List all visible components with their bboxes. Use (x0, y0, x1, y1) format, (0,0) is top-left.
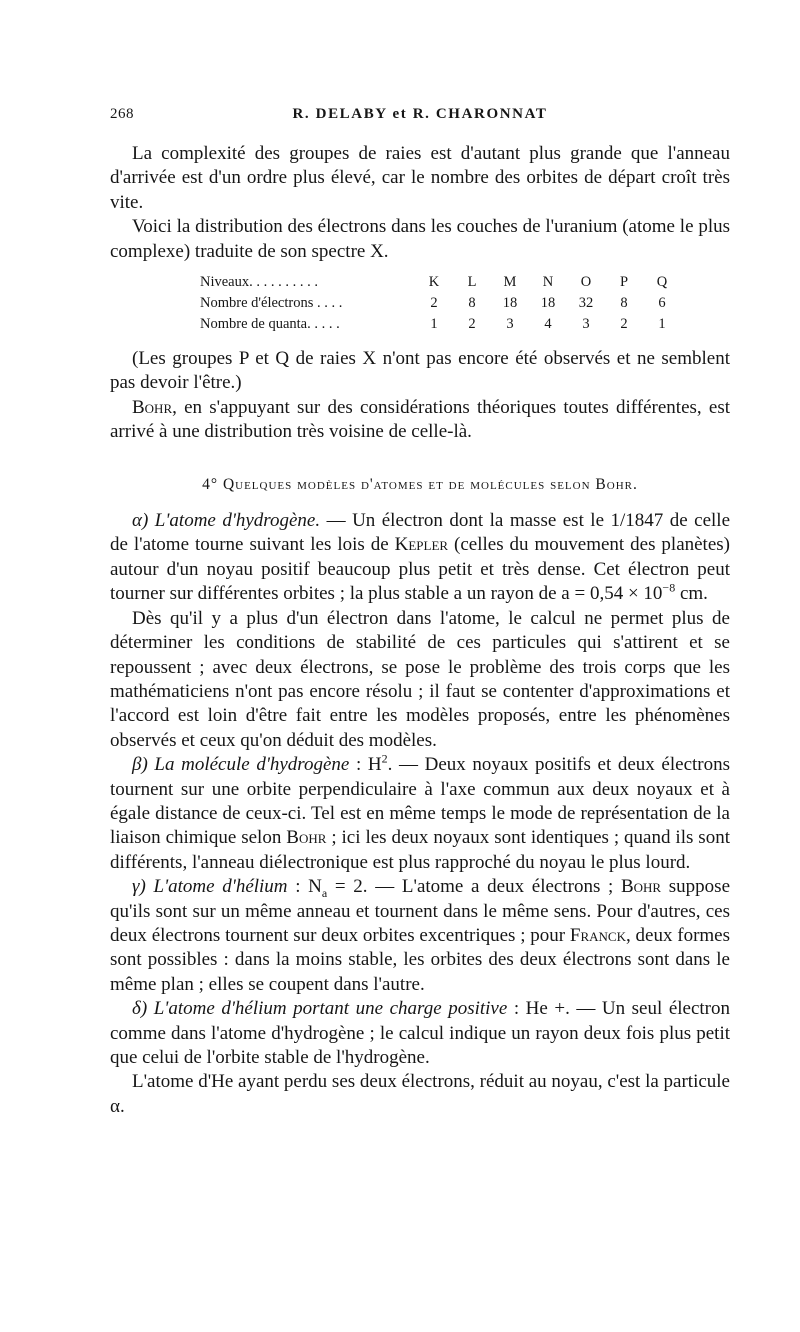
electron-distribution-table (200, 272, 681, 335)
table-cell: M (503, 274, 517, 291)
formula-superscript: 2 (381, 751, 388, 766)
section-title-end: . (633, 475, 638, 493)
author-name: Franck (569, 924, 626, 946)
formula: : H (349, 754, 382, 776)
formula-end: = 2. (327, 876, 368, 898)
table-cell: 18 (502, 295, 518, 312)
table-cell: 8 (468, 295, 476, 312)
paragraph-bohr-distribution (110, 396, 730, 445)
page-header (110, 106, 730, 130)
paragraph-text: suppose qu'ils sont sur un même anneau et tournent dans le même sens. Pour d'autres, ces deux électrons tournent sur deux orbites excentriques ; pour (110, 876, 731, 946)
table-cell: 1 (430, 316, 438, 333)
formula: a = 0,54 × 10 (561, 583, 663, 605)
section-title (110, 473, 730, 497)
table-row (200, 272, 681, 293)
paragraph-complexity: La complexité des groupes de raies est d'autant plus grande que l'anneau d'arrivée est d'un ordre plus élevé, car le nombre des orbites de départ croît très vite. (110, 143, 730, 213)
item-marker: β) (132, 754, 148, 776)
table-cell: 6 (658, 295, 666, 312)
table-cell: 3 (506, 316, 514, 333)
paragraph-text: — Un seul électron comme dans l'atome d'hydrogène ; le calcul indique un rayon deux fois plus petit que celui de l'orbite stable de l'hydrogène. (110, 998, 730, 1068)
table-cell: P (619, 274, 629, 291)
paragraph-alpha (110, 509, 730, 607)
item-title: L'atome d'hélium (153, 876, 288, 898)
running-head: R. DELABY et R. CHARONNAT (292, 106, 548, 122)
formula: : N (287, 876, 322, 898)
table-row-label: Nombre de quanta. . . . . (200, 316, 340, 333)
table-cell: L (467, 274, 477, 291)
table-row-label: Niveaux. . . . . . . . . . (200, 274, 318, 291)
table-cell: N (542, 274, 554, 291)
author-name: Bohr (132, 396, 173, 418)
paragraph-gamma (110, 875, 730, 997)
paragraph-delta (110, 997, 730, 1070)
table-cell: 2 (468, 316, 476, 333)
paragraph-alpha-continued: Dès qu'il y a plus d'un électron dans l'atome, le calcul ne permet plus de déterminer les conditions de stabilité de ces particules qui s'attirent et se repoussent ; avec deux électrons, se pose le problème des trois corps que les mathématiciens n'ont pas encore résolu ; il faut se contenter d'approximations et l'accord est loin d'être fait entre les modèles proposés, entre les phénomènes observés et ceux qu'on déduit des modèles. (110, 607, 730, 751)
item-marker: α) (132, 510, 149, 532)
paragraph-text: , deux formes sont possibles : dans la moins stable, les orbites des deux électrons sont dans le même plan ; elles se coupent dans l'autre. (110, 924, 731, 995)
item-title: L'atome d'hélium portant une charge positive (153, 998, 508, 1020)
paragraph-final: L'atome d'He ayant perdu ses deux électrons, réduit au noyau, c'est la particule α. (110, 1071, 730, 1117)
table-row (200, 314, 681, 335)
table-row (200, 293, 681, 314)
paragraph-text: (celles du mouvement des planètes) autour d'un noyau positif beaucoup plus petit et très dense. Cet électron peut tourner sur différentes orbites ; la plus stable a un rayon de (110, 534, 730, 605)
table-cell: 4 (544, 316, 552, 333)
table-cell: K (428, 274, 440, 291)
section-title-text: Quelques modèles d'atomes et de molécules selon (222, 475, 596, 493)
formula-subscript: a (321, 885, 328, 900)
item-marker: δ) (132, 998, 148, 1020)
table-row-label: Nombre d'électrons . . . . (200, 295, 343, 312)
author-name: Kepler (394, 534, 449, 556)
formula: : He +. (507, 998, 570, 1020)
paragraph-distribution-intro: Voici la distribution des électrons dans les couches de l'uranium (atome le plus complexe) traduite de son spectre X. (110, 216, 730, 262)
author-name: Bohr (286, 827, 327, 849)
table-cell: 1 (658, 316, 666, 333)
author-name: Bohr (620, 876, 662, 898)
paragraph-groups-pq: (Les groupes P et Q de raies X n'ont pas encore été observés et ne semblent pas devoir l'être.) (110, 348, 730, 394)
paragraph-text: ; ici les deux noyaux sont identiques ; quand ils sont différents, l'anneau diélectronique est plus rapproché du noyau le plus lourd. (110, 827, 730, 873)
item-title: La molécule d'hydrogène (154, 754, 350, 776)
table-cell: 8 (620, 295, 628, 312)
table-cell: 18 (540, 295, 556, 312)
page-number: 268 (110, 106, 134, 122)
page-body (110, 142, 730, 1119)
paragraph-beta (110, 753, 730, 875)
table-cell: 3 (582, 316, 590, 333)
paragraph-text: . — Deux noyaux positifs et deux électrons tournent sur une orbite perpendiculaire à l'axe commun aux deux noyaux et à égale distance de ceux-ci. Tel est en même temps le mode de représentation de la liaison chimique selon (110, 754, 731, 849)
paragraph-text: cm. (675, 583, 708, 605)
item-marker: γ) (132, 876, 146, 898)
paragraph-text: , en s'appuyant sur des considérations théoriques toutes différentes, est arrivé à une distribution très voisine de celle-là. (110, 396, 730, 443)
section-number: 4° (202, 475, 219, 493)
paragraph-text: — Un électron dont la masse est le 1/1847 de celle de l'atome tourne suivant les lois de (110, 510, 730, 556)
table-cell: Q (656, 274, 668, 291)
section-title-author: Bohr (595, 475, 633, 493)
table-cell: O (580, 274, 592, 291)
item-title: L'atome d'hydrogène. (154, 510, 321, 532)
formula-exponent: −8 (662, 580, 676, 595)
table-cell: 2 (430, 295, 438, 312)
table-cell: 2 (620, 316, 628, 333)
table-cell: 32 (578, 295, 594, 312)
paragraph-text: — L'atome a deux électrons ; (367, 876, 621, 898)
